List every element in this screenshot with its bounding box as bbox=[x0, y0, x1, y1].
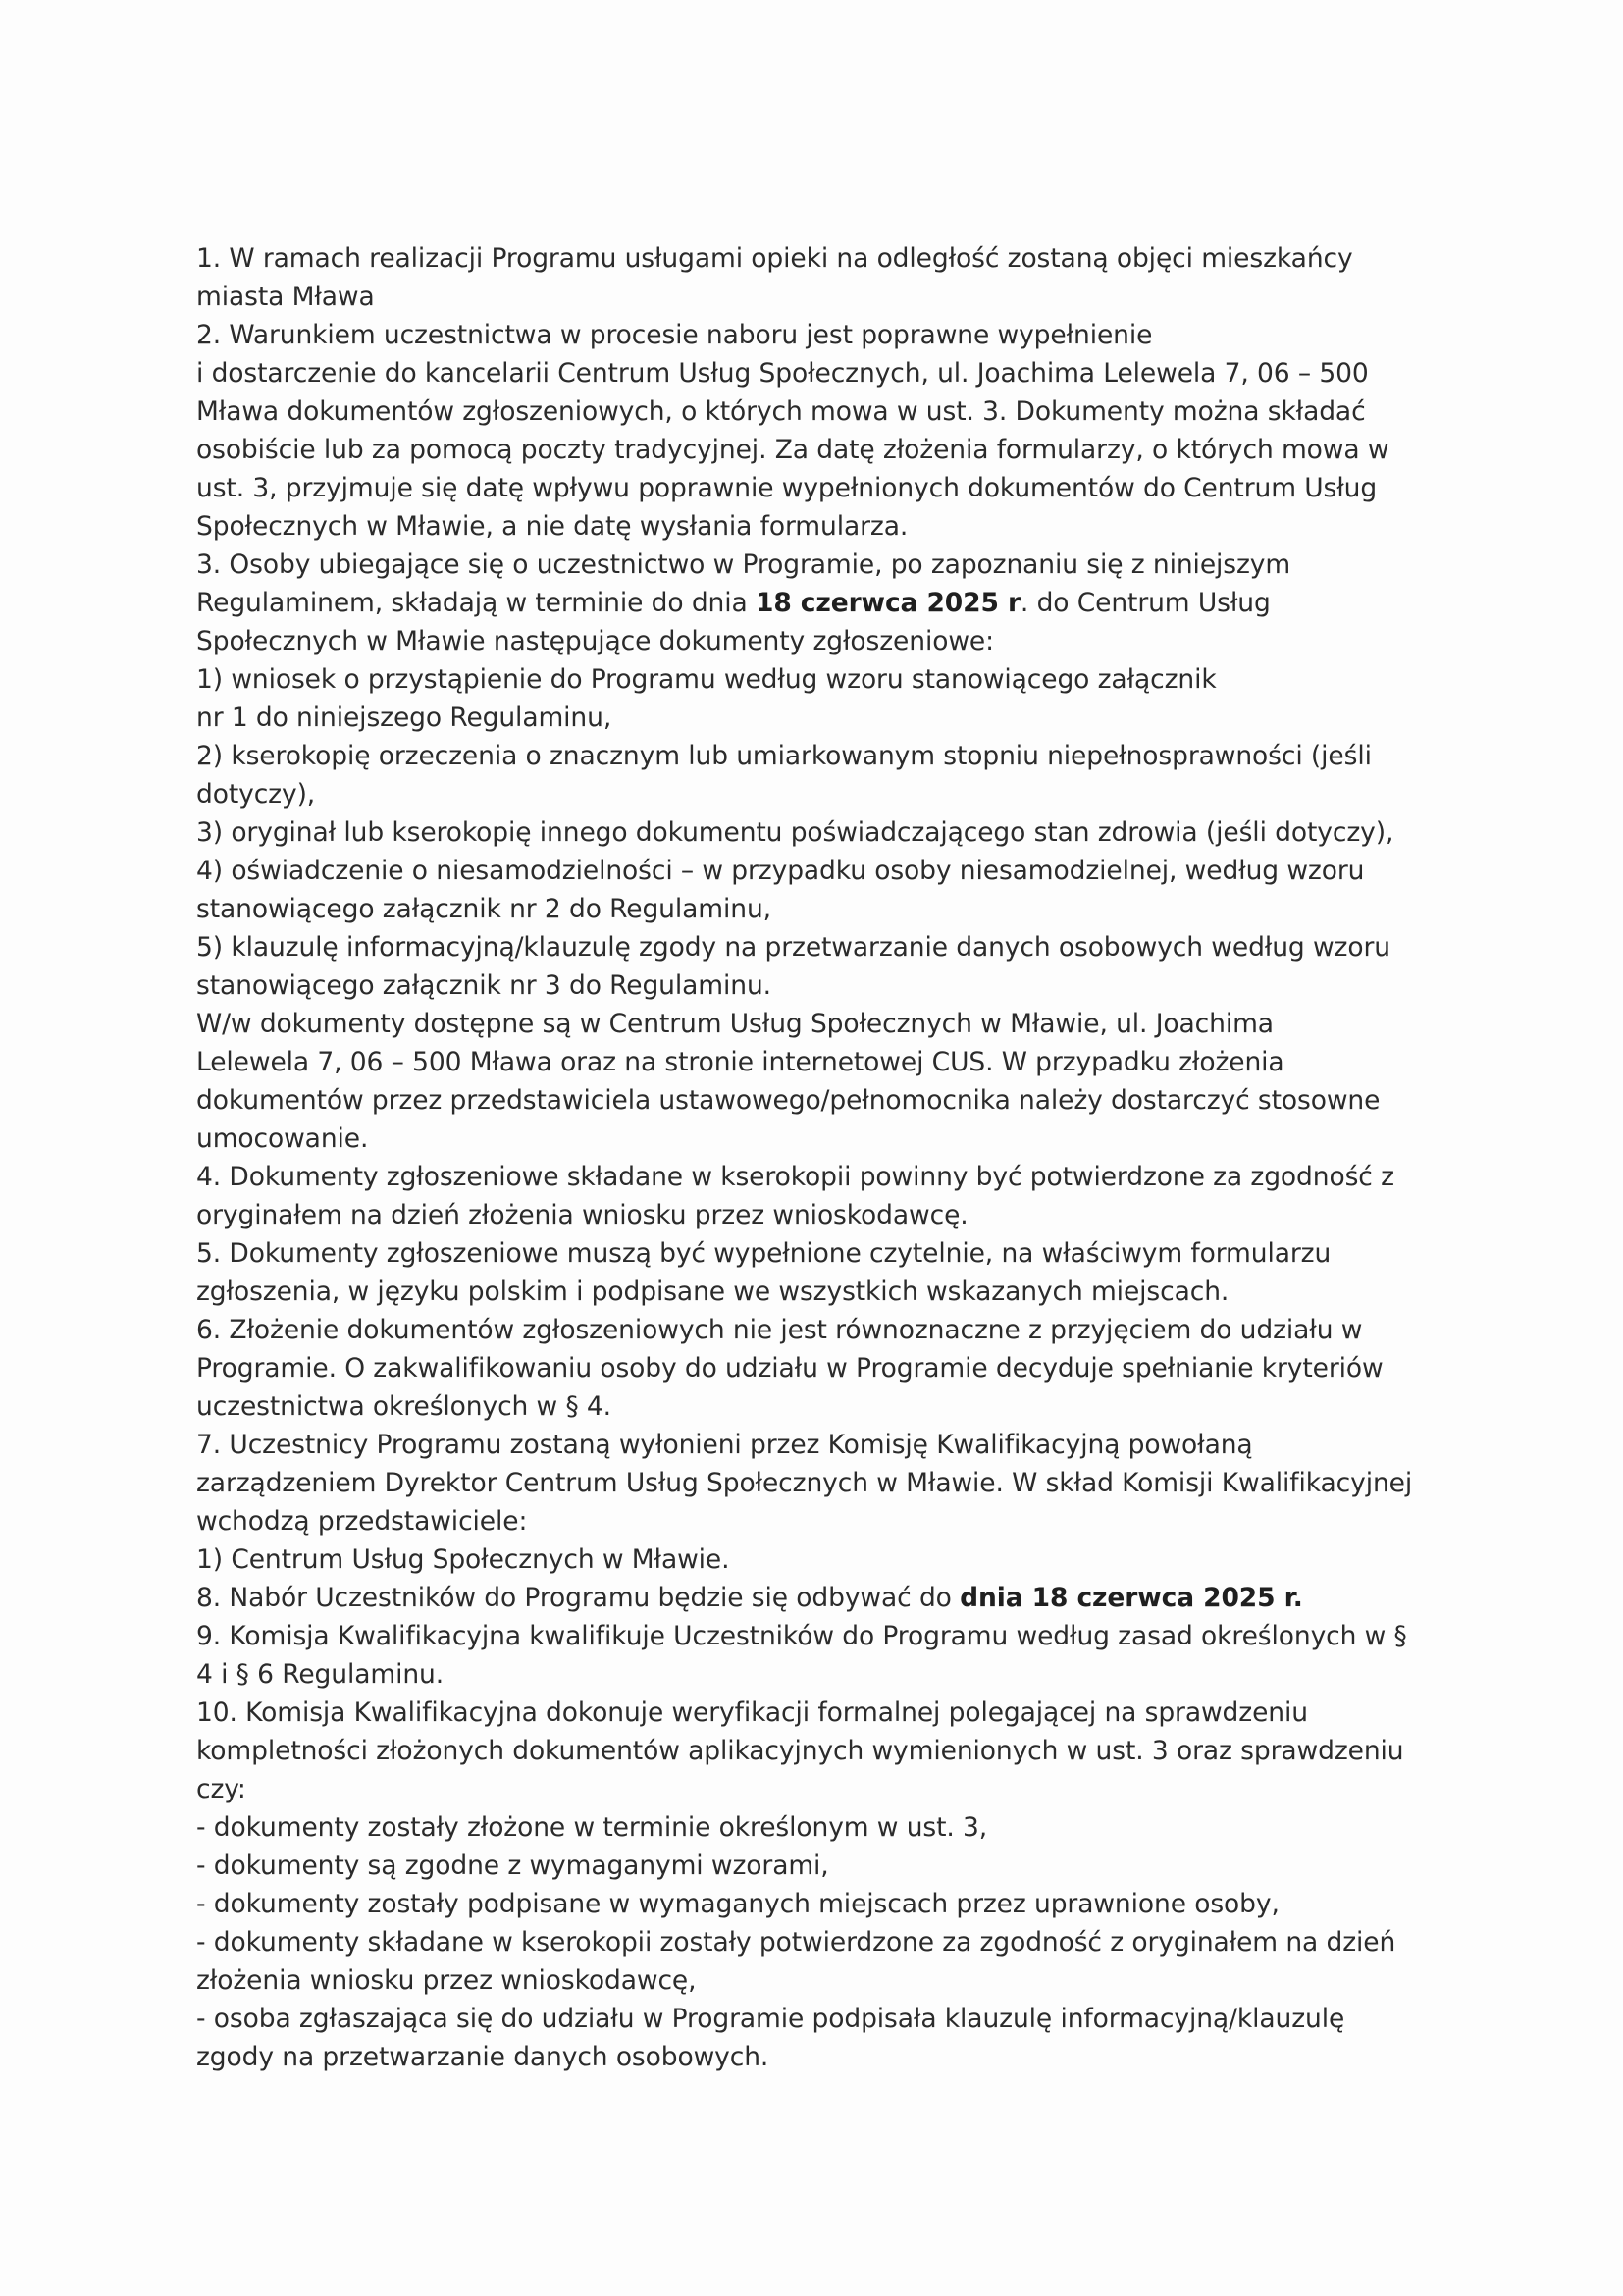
line-text: Lelewela 7, 06 – 500 Mława oraz na stronie internetowej CUS. W przypadku złożenia bbox=[196, 1047, 1284, 1077]
document-line bbox=[196, 392, 1433, 431]
line-text: zgody na przetwarzanie danych osobowych. bbox=[196, 2042, 769, 2072]
document-line bbox=[196, 1502, 1433, 1540]
document-line bbox=[196, 1081, 1433, 1120]
document-line bbox=[196, 1885, 1433, 1923]
line-text: wchodzą przedstawiciele: bbox=[196, 1506, 528, 1537]
line-text: Programie. O zakwalifikowaniu osoby do udziału w Programie decyduje spełnianie kryteriów bbox=[196, 1353, 1384, 1383]
line-text: 4 i § 6 Regulaminu. bbox=[196, 1659, 445, 1690]
document-line bbox=[196, 546, 1433, 584]
document-line bbox=[196, 1387, 1433, 1426]
line-bold-text: 18 czerwca 2025 r bbox=[755, 588, 1021, 618]
line-text: 1. W ramach realizacji Programu usługami opieki na odległość zostaną objęci mieszkańcy bbox=[196, 243, 1353, 274]
line-text: W/w dokumenty dostępne są w Centrum Usług Społecznych w Mławie, ul. Joachima bbox=[196, 1009, 1274, 1039]
line-text: 3. Osoby ubiegające się o uczestnictwo w Programie, po zapoznaniu się z niniejszym bbox=[196, 549, 1291, 580]
document-line bbox=[196, 354, 1433, 392]
line-text: kompletności złożonych dokumentów aplikacyjnych wymienionych w ust. 3 oraz sprawdzeniu bbox=[196, 1736, 1404, 1766]
line-text: oryginałem na dzień złożenia wniosku przez wnioskodawcę. bbox=[196, 1200, 969, 1230]
line-text: ust. 3, przyjmuje się datę wpływu poprawnie wypełnionych dokumentów do Centrum Usług bbox=[196, 473, 1378, 503]
line-text: osobiście lub za pomocą poczty tradycyjnej. Za datę złożenia formularzy, o których mowa w bbox=[196, 435, 1389, 465]
document-line bbox=[196, 1847, 1433, 1885]
document-line bbox=[196, 507, 1433, 546]
document-line bbox=[196, 1464, 1433, 1502]
document-line bbox=[196, 2038, 1433, 2076]
document-line bbox=[196, 1732, 1433, 1770]
line-text: Społecznych w Mławie następujące dokumenty zgłoszeniowe: bbox=[196, 626, 994, 656]
document-line bbox=[196, 1043, 1433, 1081]
document-line bbox=[196, 1961, 1433, 2000]
document-line bbox=[196, 890, 1433, 928]
document-line bbox=[196, 1311, 1433, 1349]
line-text: Regulaminem, składają w terminie do dnia bbox=[196, 588, 756, 618]
line-text: 8. Nabór Uczestników do Programu będzie się odbywać do bbox=[196, 1583, 961, 1613]
document-line bbox=[196, 469, 1433, 507]
document-line bbox=[196, 1196, 1433, 1234]
line-text: - osoba zgłaszająca się do udziału w Programie podpisała klauzulę informacyjną/klauzulę bbox=[196, 2004, 1345, 2034]
document-line bbox=[196, 737, 1433, 775]
line-text: uczestnictwa określonych w § 4. bbox=[196, 1391, 612, 1422]
line-text: 10. Komisja Kwalifikacyjna dokonuje weryfikacji formalnej polegającej na sprawdzeniu bbox=[196, 1697, 1308, 1728]
document-body bbox=[196, 239, 1433, 2076]
document-line bbox=[196, 813, 1433, 852]
document-line bbox=[196, 1655, 1433, 1694]
document-line bbox=[196, 1234, 1433, 1273]
document-line bbox=[196, 1426, 1433, 1464]
line-text: 5) klauzulę informacyjną/klauzulę zgody na przetwarzanie danych osobowych według wzoru bbox=[196, 932, 1390, 963]
line-text: 9. Komisja Kwalifikacyjna kwalifikuje Uczestników do Programu według zasad określonych w § bbox=[196, 1621, 1407, 1651]
line-text: czy: bbox=[196, 1774, 246, 1804]
line-text: 5. Dokumenty zgłoszeniowe muszą być wypełnione czytelnie, na właściwym formularzu bbox=[196, 1238, 1332, 1269]
document-line bbox=[196, 660, 1433, 699]
line-text: - dokumenty są zgodne z wymaganymi wzorami, bbox=[196, 1851, 829, 1881]
document-line bbox=[196, 775, 1433, 813]
line-text: zgłoszenia, w języku polskim i podpisane we wszystkich wskazanych miejscach. bbox=[196, 1277, 1230, 1307]
line-text: - dokumenty składane w kserokopii zostały potwierdzone za zgodność z oryginałem na dzień bbox=[196, 1927, 1396, 1957]
document-line bbox=[196, 1273, 1433, 1311]
line-text: 2) kserokopię orzeczenia o znacznym lub umiarkowanym stopniu niepełnosprawności (jeśli bbox=[196, 741, 1372, 771]
line-text: Społecznych w Mławie, a nie datę wysłania formularza. bbox=[196, 511, 909, 542]
line-text: złożenia wniosku przez wnioskodawcę, bbox=[196, 1965, 697, 1996]
line-text: 7. Uczestnicy Programu zostaną wyłonieni przez Komisję Kwalifikacyjną powołaną bbox=[196, 1430, 1253, 1460]
line-bold-text: dnia 18 czerwca 2025 r. bbox=[960, 1583, 1303, 1613]
document-line bbox=[196, 928, 1433, 966]
line-text: dotyczy), bbox=[196, 779, 316, 809]
line-text: - dokumenty zostały podpisane w wymaganych miejscach przez uprawnione osoby, bbox=[196, 1889, 1280, 1919]
document-line bbox=[196, 1158, 1433, 1196]
line-text: miasta Mława bbox=[196, 282, 375, 312]
line-text: 3) oryginał lub kserokopię innego dokumentu poświadczającego stan zdrowia (jeśli dotyczy), bbox=[196, 817, 1394, 848]
line-text: stanowiącego załącznik nr 3 do Regulaminu. bbox=[196, 970, 771, 1001]
line-text: umocowanie. bbox=[196, 1123, 369, 1154]
document-line bbox=[196, 239, 1433, 278]
document-line bbox=[196, 1120, 1433, 1158]
document-line bbox=[196, 1617, 1433, 1655]
document-line bbox=[196, 852, 1433, 890]
line-text: 1) wniosek o przystąpienie do Programu według wzoru stanowiącego załącznik bbox=[196, 664, 1217, 695]
line-text: dokumentów przez przedstawiciela ustawowego/pełnomocnika należy dostarczyć stosowne bbox=[196, 1085, 1381, 1116]
document-line bbox=[196, 1770, 1433, 1808]
line-text: 2. Warunkiem uczestnictwa w procesie naboru jest poprawne wypełnienie bbox=[196, 320, 1153, 350]
document-line bbox=[196, 2000, 1433, 2038]
line-text: i dostarczenie do kancelarii Centrum Usług Społecznych, ul. Joachima Lelewela 7, 06 – 500 bbox=[196, 358, 1369, 389]
document-line bbox=[196, 1923, 1433, 1961]
document-line bbox=[196, 1808, 1433, 1847]
line-text-after: . do Centrum Usług bbox=[1020, 588, 1271, 618]
line-text: 6. Złożenie dokumentów zgłoszeniowych nie jest równoznaczne z przyjęciem do udziału w bbox=[196, 1315, 1363, 1345]
document-line bbox=[196, 1349, 1433, 1387]
document-line bbox=[196, 584, 1433, 622]
line-text: 4. Dokumenty zgłoszeniowe składane w kserokopii powinny być potwierdzone za zgodność z bbox=[196, 1162, 1394, 1192]
document-line bbox=[196, 1694, 1433, 1732]
line-text: stanowiącego załącznik nr 2 do Regulaminu, bbox=[196, 894, 771, 924]
document-line bbox=[196, 966, 1433, 1005]
line-text: Mława dokumentów zgłoszeniowych, o których mowa w ust. 3. Dokumenty można składać bbox=[196, 396, 1366, 427]
document-line bbox=[196, 1005, 1433, 1043]
document-line bbox=[196, 622, 1433, 660]
document-line bbox=[196, 431, 1433, 469]
line-text: zarządzeniem Dyrektor Centrum Usług Społecznych w Mławie. W skład Komisji Kwalifikacyjnej bbox=[196, 1468, 1413, 1498]
line-text: 4) oświadczenie o niesamodzielności – w przypadku osoby niesamodzielnej, według wzoru bbox=[196, 856, 1365, 886]
document-line bbox=[196, 316, 1433, 354]
line-text: 1) Centrum Usług Społecznych w Mławie. bbox=[196, 1544, 730, 1575]
line-text: nr 1 do niniejszego Regulaminu, bbox=[196, 703, 612, 733]
document-line bbox=[196, 1579, 1433, 1617]
line-text: - dokumenty zostały złożone w terminie określonym w ust. 3, bbox=[196, 1812, 988, 1843]
document-line bbox=[196, 1540, 1433, 1579]
document-line bbox=[196, 699, 1433, 737]
document-line bbox=[196, 278, 1433, 316]
